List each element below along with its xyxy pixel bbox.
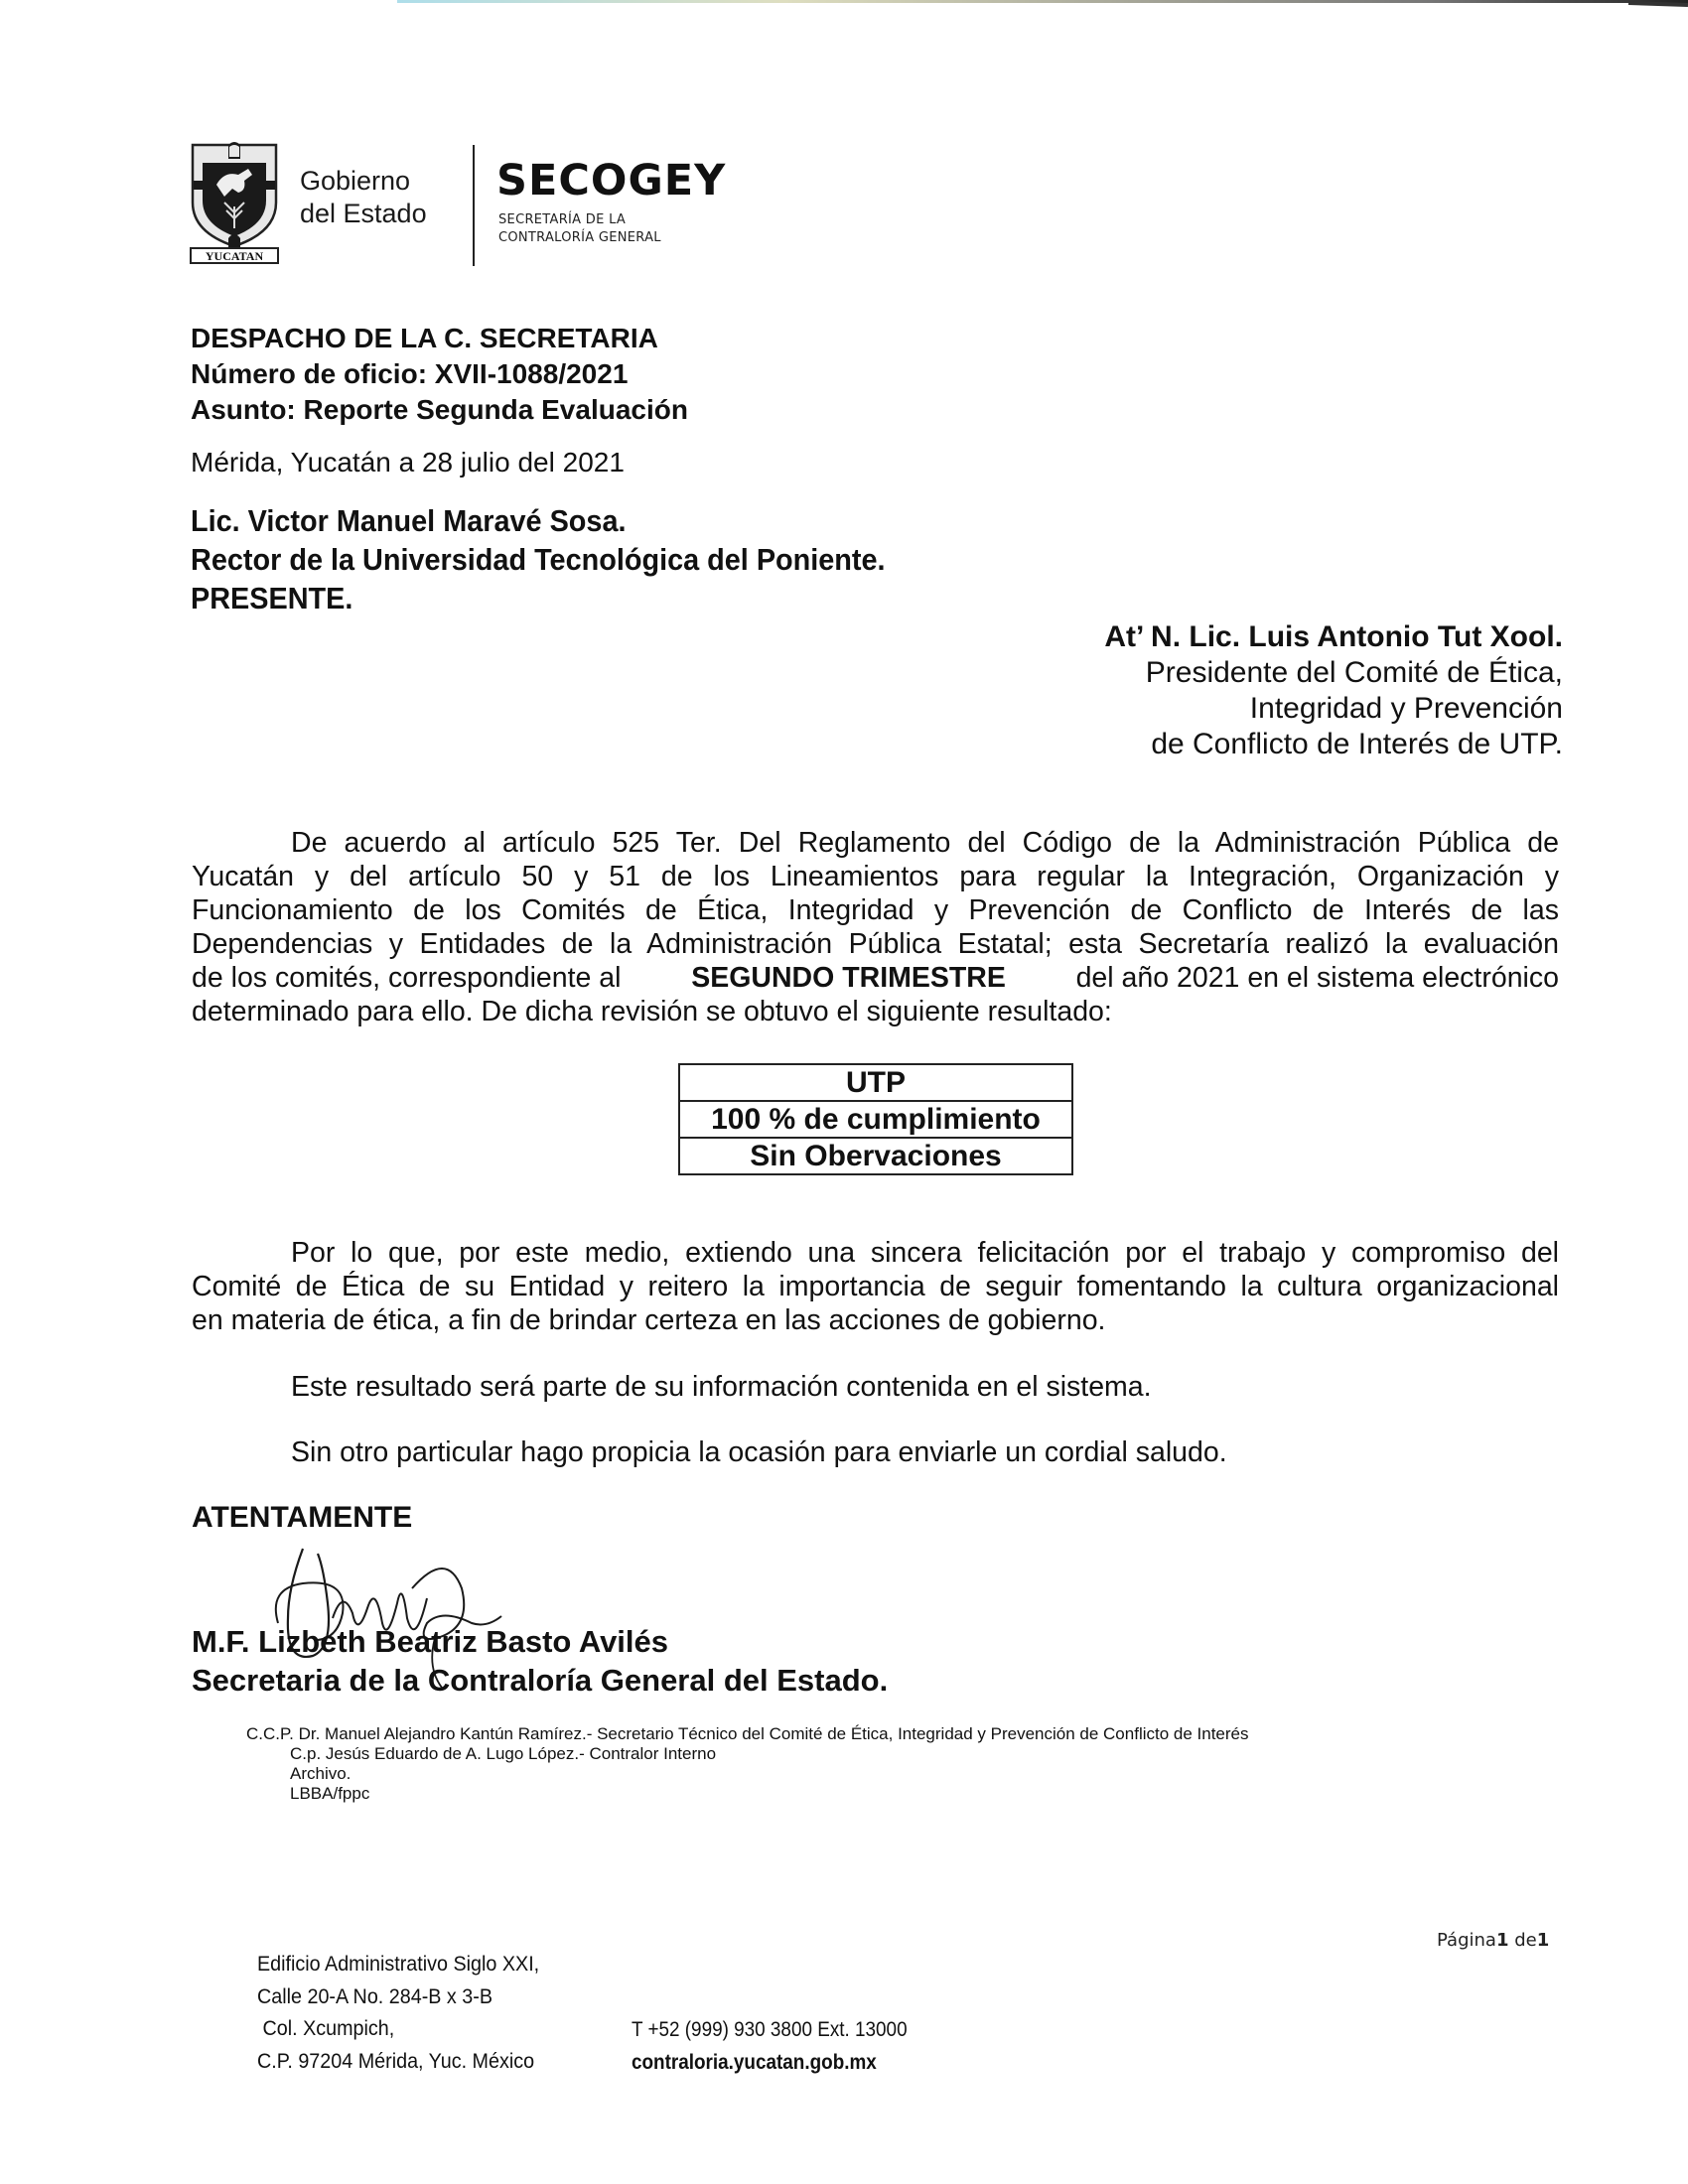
header-divider [473,145,475,266]
body-paragraph-1-line: Yucatán y del artículo 50 y 51 de los Lineamientos para regular la Integración, Organización y [192,861,1559,892]
agency-line-2: CONTRALORÍA GENERAL [498,230,661,245]
result-observations: Sin Obervaciones [679,1138,1072,1174]
footer-phone: T +52 (999) 930 3800 Ext. 13000 [632,2018,908,2041]
address-line: Edificio Administrativo Siglo XXI, [257,1953,540,1976]
agency-line-1: SECRETARÍA DE LA [498,212,627,227]
body-paragraph-1-line: Dependencias y Entidades de la Administración Pública Estatal; esta Secretaría realizó la evaluación [192,928,1559,960]
address-line: C.P. 97204 Mérida, Yuc. México [257,2049,535,2073]
signer-block [192,1622,888,1700]
highlight-trimester: SEGUNDO TRIMESTRE [691,962,1006,994]
office-name: DESPACHO DE LA C. SECRETARIA [191,323,658,353]
ccp-line: C.p. Jesús Eduardo de A. Lugo López.- Contralor Interno [290,1744,717,1763]
scan-edge-artifact [1628,1,1688,7]
footer-website-link[interactable]: contraloria.yucatan.gob.mx [632,2050,877,2074]
document-date: Mérida, Yucatán a 28 julio del 2021 [191,447,625,478]
body-paragraph-2-line: Comité de Ética de su Entidad y reitero la importancia de seguir fomentando la cultura organizacional [192,1271,1559,1302]
page-number [1437,1930,1549,1951]
page-of: de [1514,1930,1537,1951]
document-subject: Asunto: Reporte Segunda Evaluación [191,394,688,425]
body-paragraph-2-line: en materia de ética, a fin de brindar certeza en las acciones de gobierno. [192,1304,1106,1336]
signer-title: Secretaria de la Contraloría General del Estado. [192,1663,889,1698]
closing-atentamente: ATENTAMENTE [192,1501,413,1534]
document-heading [191,321,688,428]
addressee-name: Lic. Victor Manuel Maravé Sosa. [191,503,627,538]
addressee-title: Rector de la Universidad Tecnológica del Poniente. [191,542,886,577]
result-compliance: 100 % de cumplimiento [679,1101,1072,1138]
table-row [679,1138,1072,1174]
government-line-1: Gobierno [300,166,411,196]
result-table [678,1063,1073,1175]
body-paragraph-3: Este resultado será parte de su información contenida en el sistema. [291,1371,1152,1403]
body-paragraph-4: Sin otro particular hago propicia la ocasión para enviarle un cordial saludo. [291,1436,1227,1468]
carbon-copy-list [246,1724,1249,1804]
scan-edge-artifact [397,0,1688,3]
page-word: Página [1437,1930,1496,1951]
table-row [679,1101,1072,1138]
agency-full-name [498,211,661,247]
page-total: 1 [1536,1930,1550,1951]
signer-name: M.F. Lizbeth Beatriz Basto Avilés [192,1624,669,1659]
document-number: Número de oficio: XVII-1088/2021 [191,358,629,389]
government-label [300,165,427,230]
body-paragraph-1-line [192,961,1559,995]
body-text: del año 2021 en el sistema electrónico [1075,962,1559,994]
attention-name: At’ N. Lic. Luis Antonio Tut Xool. [1104,620,1563,653]
attention-line-3: de Conflicto de Interés de UTP. [1151,728,1563,760]
crest-text: YUCATAN [205,249,264,263]
footer-contact [632,2014,908,2079]
attention-line-1: Presidente del Comité de Ética, [1145,656,1563,689]
body-paragraph-1-line: determinado para ello. De dicha revisión se obtuvo el siguiente resultado: [192,996,1112,1027]
ccp-line: C.C.P. Dr. Manuel Alejandro Kantún Ramírez.- Secretario Técnico del Comité de Ética, Integridad y Prevención de Conflicto de Interés [246,1724,1249,1743]
footer-address [257,1949,539,2078]
ccp-line: Archivo. [290,1764,352,1783]
attention-block [1104,619,1563,762]
attention-line-2: Integridad y Prevención [1249,692,1563,725]
body-paragraph-1-line: De acuerdo al artículo 525 Ter. Del Reglamento del Código de la Administración Pública de [291,827,1559,859]
addressee-presente: PRESENTE. [191,581,353,615]
government-line-2: del Estado [300,199,427,228]
body-paragraph-2-line: Por lo que, por este medio, extiendo una sincera felicitación por el trabajo y compromiso del [291,1237,1559,1269]
agency-acronym: SECOGEY [496,156,727,205]
addressee-block [191,501,886,617]
address-line: Calle 20-A No. 284-B x 3-B [257,1984,492,2008]
result-entity: UTP [679,1064,1072,1101]
body-text: de los comités, correspondiente al [192,962,622,994]
state-crest-logo [189,141,280,264]
body-paragraph-1-line: Funcionamiento de los Comités de Ética, Integridad y Prevención de Conflicto de Interés de las [192,894,1559,926]
page-current: 1 [1495,1930,1509,1951]
ccp-line: LBBA/fppc [290,1784,370,1803]
table-row [679,1064,1072,1101]
address-line: Col. Xcumpich, [257,2017,395,2040]
